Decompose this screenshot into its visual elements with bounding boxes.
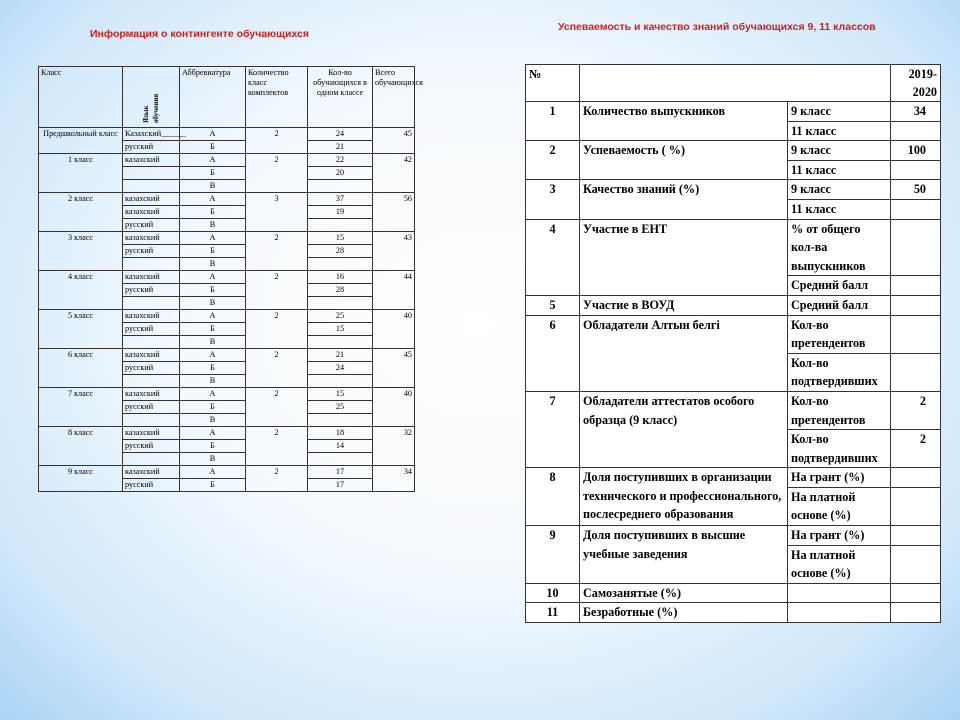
language-cell: русский xyxy=(123,362,180,375)
students-count-cell: 15 xyxy=(308,323,373,336)
abbreviation-cell: А xyxy=(180,271,246,284)
language-cell xyxy=(123,258,180,271)
sub-label: 11 класс xyxy=(788,199,891,219)
language-cell: казахский xyxy=(123,154,180,167)
language-cell: казахский xyxy=(123,193,180,206)
abbreviation-cell: В xyxy=(180,258,246,271)
language-cell xyxy=(123,297,180,310)
row-number: 3 xyxy=(526,180,580,219)
language-cell: казахский xyxy=(123,388,180,401)
language-cell: русский xyxy=(123,401,180,414)
language-cell xyxy=(123,180,180,193)
performance-row xyxy=(526,295,941,315)
header-class: Класс xyxy=(39,67,123,128)
row-number: 1 xyxy=(526,102,580,141)
language-cell: русский xyxy=(123,219,180,232)
sub-label: На платной основе (%) xyxy=(788,545,891,583)
total-students-cell: 42 xyxy=(373,154,415,193)
sub-label: На платной основе (%) xyxy=(788,487,891,525)
row-label: Успеваемость ( %) xyxy=(580,141,788,180)
students-count-cell: 16 xyxy=(308,271,373,284)
abbreviation-cell: А xyxy=(180,193,246,206)
total-students-cell: 32 xyxy=(373,427,415,466)
header-total-students: Всего обучающихся xyxy=(373,67,415,128)
abbreviation-cell: А xyxy=(180,310,246,323)
row-label: Обладатели Алтын белгі xyxy=(580,315,788,391)
sub-label xyxy=(788,603,891,623)
abbreviation-cell: В xyxy=(180,414,246,427)
row-number: 6 xyxy=(526,315,580,391)
class-name: 7 класс xyxy=(39,388,123,427)
class-name: 9 класс xyxy=(39,466,123,492)
students-count-cell: 25 xyxy=(308,401,373,414)
abbreviation-cell: В xyxy=(180,297,246,310)
class-sets-cell: 2 xyxy=(246,349,308,388)
sub-label: 11 класс xyxy=(788,160,891,180)
header-students-per-class: Кол-во обучающихся в одном классе xyxy=(308,67,373,128)
class-sets-cell: 2 xyxy=(246,427,308,466)
students-count-cell xyxy=(308,180,373,193)
row-value xyxy=(891,199,941,219)
sub-label: Средний балл xyxy=(788,276,891,296)
students-count-cell: 17 xyxy=(308,479,373,492)
language-cell: русский xyxy=(123,284,180,297)
language-cell: русский xyxy=(123,440,180,453)
abbreviation-cell: Б xyxy=(180,440,246,453)
abbreviation-cell: В xyxy=(180,453,246,466)
total-students-cell: 45 xyxy=(373,128,415,154)
abbreviation-cell: Б xyxy=(180,245,246,258)
row-value: 100 xyxy=(891,141,941,161)
total-students-cell: 45 xyxy=(373,349,415,388)
row-label: Обладатели аттестатов особого образца (9 класс) xyxy=(580,391,788,467)
abbreviation-cell: В xyxy=(180,219,246,232)
row-label: Участие в ЕНТ xyxy=(580,219,788,295)
row-value xyxy=(891,295,941,315)
row-value xyxy=(891,219,941,276)
students-count-cell xyxy=(308,258,373,271)
class-sets-cell: 2 xyxy=(246,232,308,271)
class-name: Предшкольный класс xyxy=(39,128,123,154)
header-language: Язык обучения xyxy=(123,67,180,128)
sub-label: На грант (%) xyxy=(788,526,891,546)
class-name: 3 класс xyxy=(39,232,123,271)
row-label: Участие в ВОУД xyxy=(580,295,788,315)
language-cell: Казахский______ xyxy=(123,128,180,141)
students-count-cell: 20 xyxy=(308,167,373,180)
sub-label: 9 класс xyxy=(788,141,891,161)
abbreviation-cell: Б xyxy=(180,401,246,414)
language-cell xyxy=(123,453,180,466)
class-sets-cell: 2 xyxy=(246,310,308,349)
contingent-row xyxy=(39,310,415,323)
students-count-cell: 24 xyxy=(308,362,373,375)
contingent-row xyxy=(39,427,415,440)
abbreviation-cell: Б xyxy=(180,206,246,219)
class-sets-cell: 2 xyxy=(246,154,308,193)
row-number: 5 xyxy=(526,295,580,315)
language-cell: казахский xyxy=(123,206,180,219)
performance-row xyxy=(526,391,941,429)
language-cell: казахский xyxy=(123,271,180,284)
language-cell xyxy=(123,375,180,388)
header-blank xyxy=(580,65,891,102)
row-number: 8 xyxy=(526,468,580,526)
row-value xyxy=(891,545,941,583)
contingent-title: Информация о контингенте обучающихся xyxy=(90,28,310,40)
class-sets-cell: 3 xyxy=(246,193,308,232)
sub-label: % от общего кол-ва выпускников xyxy=(788,219,891,276)
sub-label: Кол-во претендентов xyxy=(788,391,891,429)
abbreviation-cell: Б xyxy=(180,323,246,336)
abbreviation-cell: Б xyxy=(180,141,246,154)
row-value: 34 xyxy=(891,102,941,122)
abbreviation-cell: Б xyxy=(180,362,246,375)
row-number: 10 xyxy=(526,583,580,603)
row-value xyxy=(891,353,941,391)
students-count-cell: 15 xyxy=(308,388,373,401)
abbreviation-cell: Б xyxy=(180,167,246,180)
class-sets-cell: 2 xyxy=(246,466,308,492)
row-number: 11 xyxy=(526,603,580,623)
performance-row xyxy=(526,603,941,623)
row-number: 9 xyxy=(526,526,580,584)
students-count-cell: 14 xyxy=(308,440,373,453)
language-cell: казахский xyxy=(123,427,180,440)
row-value xyxy=(891,315,941,353)
row-value xyxy=(891,276,941,296)
sub-label: 9 класс xyxy=(788,102,891,122)
class-sets-cell: 2 xyxy=(246,388,308,427)
performance-row xyxy=(526,583,941,603)
contingent-row xyxy=(39,388,415,401)
total-students-cell: 40 xyxy=(373,388,415,427)
row-label: Качество знаний (%) xyxy=(580,180,788,219)
class-name: 1 класс xyxy=(39,154,123,193)
abbreviation-cell: А xyxy=(180,128,246,141)
language-cell: русский xyxy=(123,323,180,336)
row-value xyxy=(891,526,941,546)
students-count-cell: 22 xyxy=(308,154,373,167)
contingent-row xyxy=(39,349,415,362)
row-label: Самозанятые (%) xyxy=(580,583,788,603)
language-cell: казахский xyxy=(123,466,180,479)
abbreviation-cell: А xyxy=(180,427,246,440)
abbreviation-cell: А xyxy=(180,349,246,362)
row-number: 4 xyxy=(526,219,580,295)
performance-row xyxy=(526,180,941,200)
performance-title: Успеваемость и качество знаний обучающихся 9, 11 классов xyxy=(558,21,876,33)
contingent-row xyxy=(39,466,415,479)
students-count-cell: 24 xyxy=(308,128,373,141)
class-name: 2 класс xyxy=(39,193,123,232)
row-value xyxy=(891,603,941,623)
sub-label: Средний балл xyxy=(788,295,891,315)
students-count-cell: 19 xyxy=(308,206,373,219)
row-label: Доля поступивших в высшие учебные заведения xyxy=(580,526,788,584)
row-value xyxy=(891,121,941,141)
students-count-cell xyxy=(308,297,373,310)
students-count-cell: 28 xyxy=(308,284,373,297)
students-count-cell xyxy=(308,219,373,232)
language-cell xyxy=(123,414,180,427)
students-count-cell xyxy=(308,375,373,388)
contingent-table xyxy=(38,66,423,492)
class-sets-cell: 2 xyxy=(246,128,308,154)
students-count-cell: 15 xyxy=(308,232,373,245)
row-label: Безработные (%) xyxy=(580,603,788,623)
language-cell xyxy=(123,336,180,349)
abbreviation-cell: В xyxy=(180,336,246,349)
abbreviation-cell: А xyxy=(180,388,246,401)
sub-label xyxy=(788,583,891,603)
sub-label: На грант (%) xyxy=(788,468,891,488)
abbreviation-cell: В xyxy=(180,375,246,388)
language-cell: казахский xyxy=(123,310,180,323)
language-cell: казахский xyxy=(123,349,180,362)
language-cell: русский xyxy=(123,245,180,258)
abbreviation-cell: Б xyxy=(180,479,246,492)
contingent-row xyxy=(39,232,415,245)
contingent-row xyxy=(39,193,415,206)
performance-row xyxy=(526,315,941,353)
row-value: 2 xyxy=(891,391,941,429)
sub-label: Кол-во претендентов xyxy=(788,315,891,353)
total-students-cell: 40 xyxy=(373,310,415,349)
total-students-cell: 34 xyxy=(373,466,415,492)
abbreviation-cell: А xyxy=(180,154,246,167)
sub-label: 9 класс xyxy=(788,180,891,200)
sub-label: Кол-во подтвердивших xyxy=(788,430,891,468)
abbreviation-cell: А xyxy=(180,466,246,479)
language-cell: русский xyxy=(123,479,180,492)
contingent-row xyxy=(39,154,415,167)
class-sets-cell: 2 xyxy=(246,271,308,310)
students-count-cell: 18 xyxy=(308,427,373,440)
sub-label: Кол-во подтвердивших xyxy=(788,353,891,391)
header-abbreviation: Аббревиатура xyxy=(180,67,246,128)
abbreviation-cell: А xyxy=(180,232,246,245)
performance-row xyxy=(526,219,941,276)
header-year: 2019-2020 xyxy=(891,65,941,102)
students-count-cell xyxy=(308,414,373,427)
language-cell: казахский xyxy=(123,232,180,245)
class-name: 5 класс xyxy=(39,310,123,349)
contingent-header-row xyxy=(39,67,415,128)
abbreviation-cell: В xyxy=(180,180,246,193)
performance-row xyxy=(526,141,941,161)
class-name: 6 класс xyxy=(39,349,123,388)
row-value: 2 xyxy=(891,430,941,468)
students-count-cell: 17 xyxy=(308,466,373,479)
language-cell: русский xyxy=(123,141,180,154)
performance-header-row xyxy=(526,65,941,102)
contingent-row xyxy=(39,128,415,141)
row-value xyxy=(891,468,941,488)
class-name: 8 класс xyxy=(39,427,123,466)
header-class-sets: Количество класс комплектов xyxy=(246,67,308,128)
row-value xyxy=(891,160,941,180)
total-students-cell: 43 xyxy=(373,232,415,271)
students-count-cell: 37 xyxy=(308,193,373,206)
language-cell xyxy=(123,167,180,180)
total-students-cell: 56 xyxy=(373,193,415,232)
header-number: № xyxy=(526,65,580,102)
students-count-cell: 21 xyxy=(308,141,373,154)
performance-table xyxy=(525,64,941,623)
sub-label: 11 класс xyxy=(788,121,891,141)
contingent-row xyxy=(39,271,415,284)
performance-row xyxy=(526,468,941,488)
students-count-cell xyxy=(308,336,373,349)
performance-row xyxy=(526,526,941,546)
total-students-cell: 44 xyxy=(373,271,415,310)
row-number: 7 xyxy=(526,391,580,467)
students-count-cell: 28 xyxy=(308,245,373,258)
row-label: Количество выпускников xyxy=(580,102,788,141)
row-value xyxy=(891,487,941,525)
row-number: 2 xyxy=(526,141,580,180)
row-value xyxy=(891,583,941,603)
performance-row xyxy=(526,102,941,122)
abbreviation-cell: Б xyxy=(180,284,246,297)
students-count-cell: 21 xyxy=(308,349,373,362)
row-value: 50 xyxy=(891,180,941,200)
students-count-cell xyxy=(308,453,373,466)
students-count-cell: 25 xyxy=(308,310,373,323)
class-name: 4 класс xyxy=(39,271,123,310)
row-label: Доля поступивших в организации технического и профессионального, послесреднего образования xyxy=(580,468,788,526)
